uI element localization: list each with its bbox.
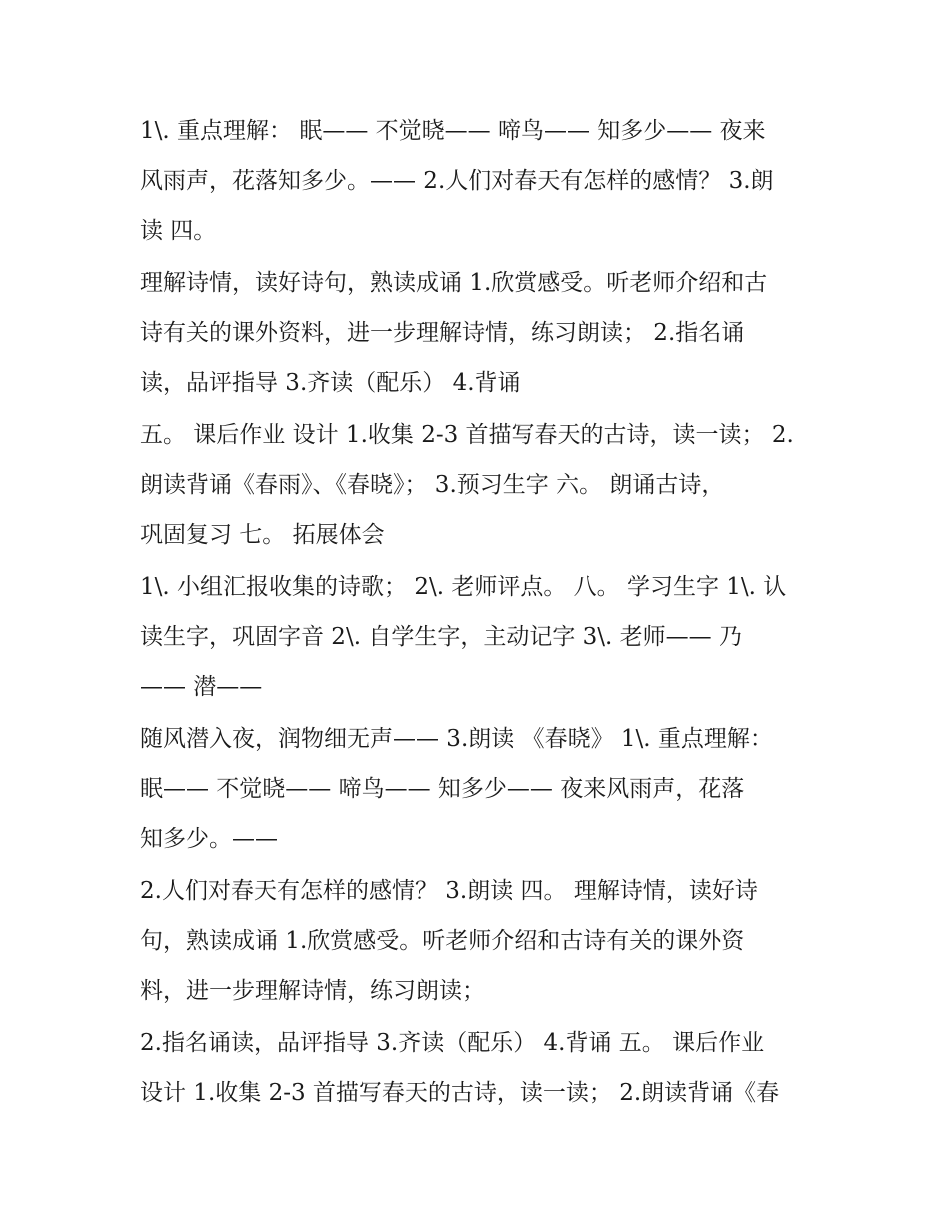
text-line-11: 读生字，巩固字音 2\. 自学生字，主动记字 3\. 老师—— 乃 [140,624,742,650]
text-line-13: 随风潜入夜，润物细无声—— 3.朗读 《春晓》 1\. 重点理解： [140,726,773,752]
text-line-8: 朗读背诵《春雨》、《春晓》； 3.预习生字 六。 朗诵古诗， [140,472,725,498]
text-line-6: 读，品评指导 3.齐读（配乐） 4.背诵 [140,370,521,396]
text-line-18: 料，进一步理解诗情，练习朗读； [140,978,485,1004]
text-line-2: 风雨声，花落知多少。—— 2.人们对春天有怎样的感情？ 3.朗 [140,168,774,194]
text-line-10: 1\. 小组汇报收集的诗歌； 2\. 老师评点。 八。 学习生字 1\. 认 [140,574,787,600]
text-line-3: 读 四。 [140,218,217,244]
text-line-1: 1\. 重点理解： 眠—— 不觉晓—— 啼鸟—— 知多少—— 夜来 [140,118,766,144]
text-line-9: 巩固复习 七。 拓展体会 [140,522,385,548]
text-line-17: 句，熟读成诵 1.欣赏感受。听老师介绍和古诗有关的课外资 [140,928,745,954]
text-line-7: 五。 课后作业 设计 1.收集 2-3 首描写春天的古诗，读一读； 2. [140,422,794,448]
text-line-15: 知多少。—— [140,826,278,852]
text-line-4: 理解诗情，读好诗句，熟读成诵 1.欣赏感受。听老师介绍和古 [140,270,768,296]
text-line-16: 2.人们对春天有怎样的感情？ 3.朗读 四。 理解诗情，读好诗 [140,878,758,904]
text-line-5: 诗有关的课外资料，进一步理解诗情，练习朗读； 2.指名诵 [140,320,745,346]
text-line-12: —— 潜—— [140,674,263,700]
text-line-14: 眠—— 不觉晓—— 啼鸟—— 知多少—— 夜来风雨声，花落 [140,776,745,802]
text-line-19: 2.指名诵读，品评指导 3.齐读（配乐） 4.背诵 五。 课后作业 [140,1030,765,1056]
text-line-20: 设计 1.收集 2-3 首描写春天的古诗，读一读； 2.朗读背诵《春 [140,1080,780,1106]
